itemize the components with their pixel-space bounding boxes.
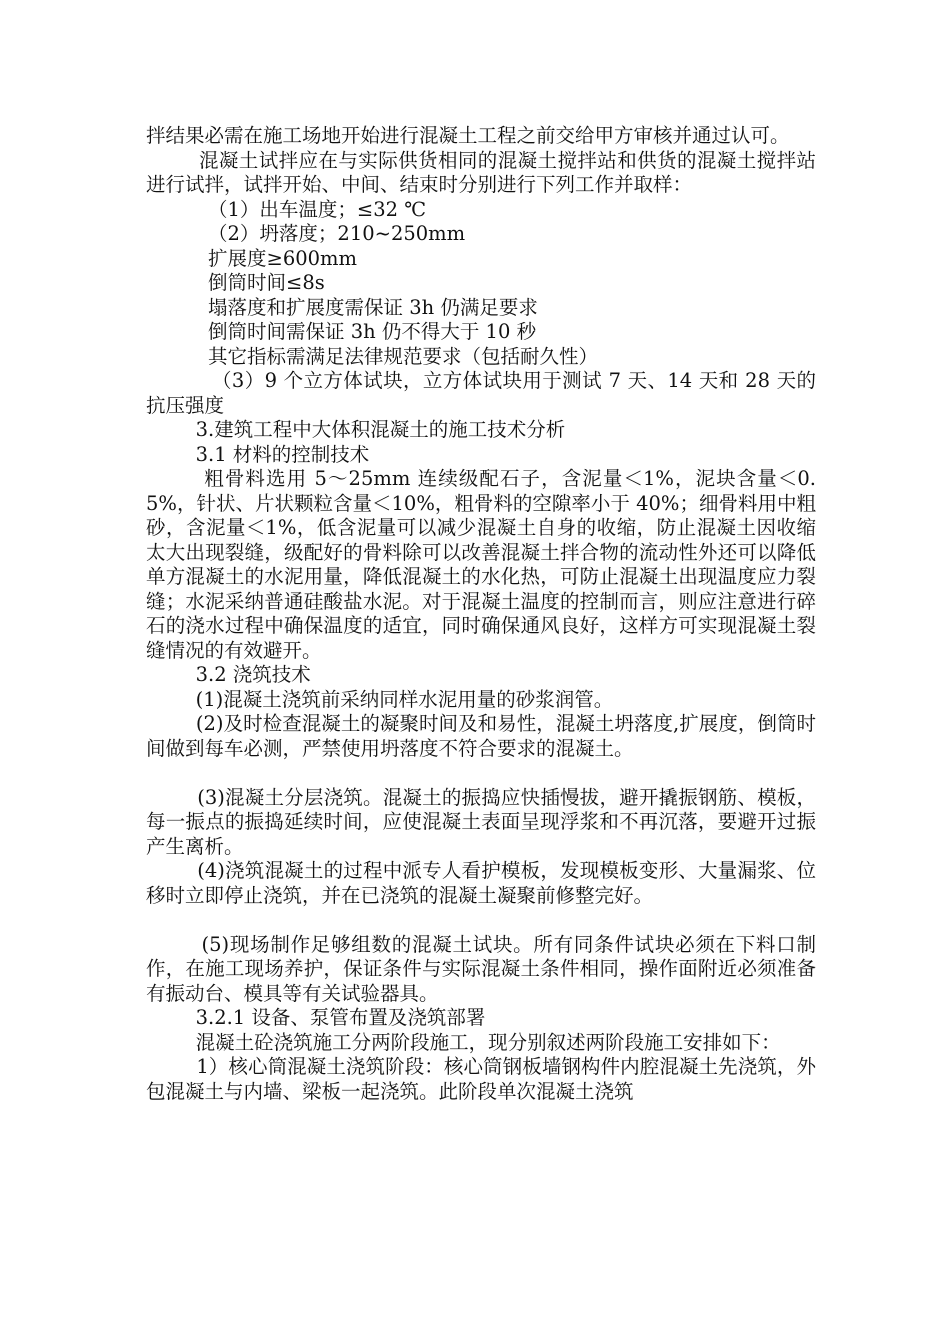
list-item-slump-retention: 塌落度和扩展度需保证 3h 仍满足要求 (146, 295, 538, 319)
section-heading-3: 3.建筑工程中大体积混凝土的施工技术分析 (146, 418, 566, 441)
paragraph-core-tube-stage: 1）核心筒混凝土浇筑阶段：核心筒钢板墙钢构件内腔混凝土先浇筑，外包混凝土与内墙、梁板一起浇筑。此阶段单次混凝土浇筑 (146, 1055, 816, 1103)
paragraph-step-1: (1)混凝土浇筑前采纳同样水泥用量的砂浆润管。 (146, 687, 614, 711)
list-item-spread: 扩展度≥600mm (146, 246, 358, 270)
paragraph-continuation: 拌结果必需在施工场地开始进行混凝土工程之前交给甲方审核并通过认可。 (146, 124, 790, 147)
paragraph-step-4: (4)浇筑混凝土的过程中派专人看护模板，发现模板变形、大量漏浆、位移时立即停止浇筑，并在已浇筑的混凝土凝聚前修整完好。 (146, 859, 816, 907)
list-item-flow-time: 倒筒时间≤8s (146, 271, 325, 294)
paragraph-two-stages: 混凝土砼浇筑施工分两阶段施工，现分别叙述两阶段施工安排如下： (146, 1030, 781, 1054)
paragraph-step-3: (3)混凝土分层浇筑。混凝土的振捣应快插慢拔，避开撬振钢筋、模板，每一振点的振捣延续时间，应使混凝土表面呈现浮浆和不再沉落，要避开过振产生离析。 (146, 785, 816, 858)
blank-line (146, 908, 816, 933)
list-item-slump: （2）坍落度；210~250mm (146, 222, 466, 245)
list-item-flow-retention: 倒筒时间需保证 3h 仍不得大于 10 秒 (146, 320, 537, 343)
list-item-temperature: （1）出车温度；≤32 ℃ (146, 197, 427, 221)
section-heading-3-2-1: 3.2.1 设备、泵管布置及浇筑部署 (146, 1006, 486, 1029)
paragraph-step-5: (5)现场制作足够组数的混凝土试块。所有同条件试块必须在下料口制作，在施工现场养护，保证条件与实际混凝土条件相同，操作面附近必须准备有振动台、模具等有关试验器具。 (146, 932, 817, 1005)
list-item-test-cubes: （3）9 个立方体试块，立方体试块用于测试 7 天、14 天和 28 天的抗压强度 (146, 369, 816, 417)
paragraph-trial-mix: 混凝土试拌应在与实际供货相同的混凝土搅拌站和供货的混凝土搅拌站进行试拌，试拌开始、中间、结束时分别进行下列工作并取样： (146, 148, 816, 196)
blank-line (146, 761, 816, 786)
section-heading-3-2: 3.2 浇筑技术 (146, 663, 311, 686)
paragraph-materials: 粗骨料选用 5～25mm 连续级配石子，含泥量＜1%，泥块含量＜0.5%，针状、片状颗粒含量＜10%，粗骨料的空隙率小于 40%；细骨料用中粗砂，含泥量＜1%，低含泥量可以减少混凝土自身的收缩，防止混凝土因收缩太大出现裂缝，级配好的骨料除可以改善混凝土拌合物的流动性外还可以降低单方混凝土的水泥用量，降低混凝土的水化热，可防止混凝土出现温度应力裂缝；水泥采纳普通硅酸盐水泥。对于混凝土温度的控制而言，则应注意进行碎石的浇水过程中确保温度的适宜，同时确保通风良好，这样方可实现混凝土裂缝情况的有效避开。 (146, 467, 816, 662)
section-heading-3-1: 3.1 材料的控制技术 (146, 442, 370, 466)
list-item-other-indicators: 其它指标需满足法律规范要求（包括耐久性） (146, 344, 599, 368)
paragraph-step-2: (2)及时检查混凝土的凝聚时间及和易性，混凝土坍落度,扩展度，倒筒时间做到每车必测，严禁使用坍落度不符合要求的混凝土。 (146, 712, 816, 760)
document-body (146, 124, 816, 1104)
